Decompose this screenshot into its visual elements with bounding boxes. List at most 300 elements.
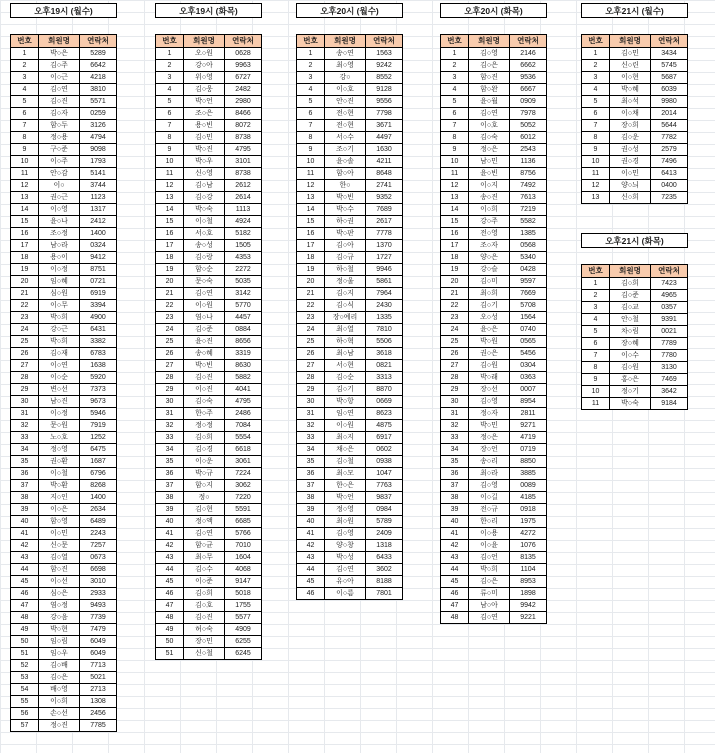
cell-contact[interactable]: 3010 xyxy=(80,576,117,588)
cell-contact[interactable]: 2579 xyxy=(651,144,688,156)
cell-member-name[interactable]: 이○주 xyxy=(39,156,80,168)
cell-number[interactable]: 35 xyxy=(11,456,39,468)
cell-member-name[interactable]: 박○판 xyxy=(325,228,366,240)
cell-number[interactable]: 23 xyxy=(156,312,184,324)
cell-member-name[interactable]: 박○언 xyxy=(184,96,225,108)
cell-contact[interactable]: 0304 xyxy=(510,360,547,372)
cell-contact[interactable]: 9837 xyxy=(366,492,403,504)
cell-number[interactable]: 31 xyxy=(297,408,325,420)
cell-member-name[interactable]: 서○수 xyxy=(325,132,366,144)
cell-member-name[interactable]: 김○경 xyxy=(184,444,225,456)
cell-number[interactable]: 3 xyxy=(441,72,469,84)
cell-contact[interactable]: 3313 xyxy=(366,372,403,384)
cell-member-name[interactable]: 이○근 xyxy=(39,72,80,84)
cell-contact[interactable]: 7964 xyxy=(366,288,403,300)
cell-contact[interactable]: 8072 xyxy=(225,120,262,132)
cell-contact[interactable]: 5182 xyxy=(225,228,262,240)
cell-number[interactable]: 36 xyxy=(441,468,469,480)
cell-contact[interactable]: 7801 xyxy=(366,588,403,600)
cell-number[interactable]: 25 xyxy=(11,336,39,348)
cell-number[interactable]: 2 xyxy=(582,60,610,72)
cell-member-name[interactable]: 김○재 xyxy=(39,348,80,360)
table-title[interactable]: 오후20시 (화목) xyxy=(440,3,547,18)
cell-contact[interactable]: 7782 xyxy=(651,132,688,144)
cell-member-name[interactable]: 김○랑 xyxy=(184,252,225,264)
cell-member-name[interactable]: 변○선 xyxy=(39,384,80,396)
cell-number[interactable]: 43 xyxy=(297,552,325,564)
cell-contact[interactable]: 4353 xyxy=(225,252,262,264)
cell-contact[interactable]: 1385 xyxy=(510,228,547,240)
cell-contact[interactable]: 1335 xyxy=(366,312,403,324)
table-title[interactable]: 오후21시 (화목) xyxy=(581,233,688,248)
cell-member-name[interactable]: 전○현 xyxy=(325,108,366,120)
cell-contact[interactable]: 8656 xyxy=(225,336,262,348)
cell-contact[interactable]: 3142 xyxy=(225,288,262,300)
cell-member-name[interactable]: 남○아 xyxy=(469,600,510,612)
cell-contact[interactable]: 4068 xyxy=(225,564,262,576)
cell-contact[interactable]: 4719 xyxy=(510,432,547,444)
cell-contact[interactable]: 5289 xyxy=(80,48,117,60)
cell-member-name[interactable]: 염○나 xyxy=(184,312,225,324)
cell-contact[interactable]: 1687 xyxy=(80,456,117,468)
cell-member-name[interactable]: 남○진 xyxy=(39,396,80,408)
cell-member-name[interactable]: 서○호 xyxy=(184,228,225,240)
cell-member-name[interactable]: 장○혜 xyxy=(610,338,651,350)
cell-member-name[interactable]: 박○항 xyxy=(325,396,366,408)
cell-number[interactable]: 11 xyxy=(582,398,610,410)
cell-contact[interactable]: 1563 xyxy=(366,48,403,60)
cell-contact[interactable]: 3394 xyxy=(80,300,117,312)
cell-contact[interactable]: 5554 xyxy=(225,432,262,444)
cell-contact[interactable]: 1505 xyxy=(225,240,262,252)
cell-member-name[interactable]: 염○정 xyxy=(39,600,80,612)
cell-member-name[interactable]: 정○용 xyxy=(39,132,80,144)
cell-member-name[interactable]: 안○철 xyxy=(610,314,651,326)
cell-number[interactable]: 48 xyxy=(156,612,184,624)
cell-number[interactable]: 46 xyxy=(441,588,469,600)
cell-member-name[interactable]: 김○순 xyxy=(325,372,366,384)
cell-contact[interactable]: 1793 xyxy=(80,156,117,168)
cell-member-name[interactable]: 김○연 xyxy=(39,84,80,96)
cell-number[interactable]: 37 xyxy=(297,480,325,492)
cell-contact[interactable]: 8953 xyxy=(510,576,547,588)
cell-contact[interactable]: 6662 xyxy=(510,60,547,72)
cell-contact[interactable]: 8630 xyxy=(225,360,262,372)
column-header-number[interactable]: 번호 xyxy=(156,35,184,48)
cell-number[interactable]: 13 xyxy=(11,192,39,204)
cell-contact[interactable]: 9352 xyxy=(366,192,403,204)
cell-contact[interactable]: 6039 xyxy=(651,84,688,96)
cell-contact[interactable]: 7084 xyxy=(225,420,262,432)
cell-number[interactable]: 46 xyxy=(297,588,325,600)
cell-number[interactable]: 24 xyxy=(441,324,469,336)
cell-contact[interactable]: 0602 xyxy=(366,444,403,456)
cell-number[interactable]: 7 xyxy=(297,120,325,132)
cell-member-name[interactable]: 이○지 xyxy=(469,180,510,192)
cell-member-name[interactable]: 김○기 xyxy=(469,300,510,312)
cell-contact[interactable]: 8648 xyxy=(366,168,403,180)
cell-contact[interactable]: 3319 xyxy=(225,348,262,360)
cell-member-name[interactable]: 박○희 xyxy=(469,564,510,576)
cell-contact[interactable]: 1076 xyxy=(510,540,547,552)
cell-number[interactable]: 6 xyxy=(156,108,184,120)
cell-member-name[interactable]: 임○우 xyxy=(39,648,80,660)
cell-member-name[interactable]: 이○영 xyxy=(39,204,80,216)
cell-number[interactable]: 36 xyxy=(297,468,325,480)
cell-member-name[interactable]: 윤○나 xyxy=(39,216,80,228)
cell-contact[interactable]: 7219 xyxy=(510,204,547,216)
cell-member-name[interactable]: 이○희 xyxy=(39,696,80,708)
cell-number[interactable]: 4 xyxy=(297,84,325,96)
cell-number[interactable]: 29 xyxy=(441,384,469,396)
cell-number[interactable]: 5 xyxy=(297,96,325,108)
cell-number[interactable]: 34 xyxy=(441,444,469,456)
cell-member-name[interactable]: 강○아 xyxy=(184,60,225,72)
cell-contact[interactable]: 2614 xyxy=(225,192,262,204)
cell-contact[interactable]: 7010 xyxy=(225,540,262,552)
cell-number[interactable]: 38 xyxy=(11,492,39,504)
cell-contact[interactable]: 1604 xyxy=(225,552,262,564)
cell-member-name[interactable]: 함○진 xyxy=(469,72,510,84)
cell-number[interactable]: 9 xyxy=(582,144,610,156)
cell-contact[interactable]: 1047 xyxy=(366,468,403,480)
cell-contact[interactable]: 5018 xyxy=(225,588,262,600)
cell-number[interactable]: 45 xyxy=(11,576,39,588)
cell-member-name[interactable]: 신○문 xyxy=(39,540,80,552)
cell-number[interactable]: 5 xyxy=(441,96,469,108)
cell-number[interactable]: 39 xyxy=(297,504,325,516)
cell-member-name[interactable]: 박○은 xyxy=(39,48,80,60)
column-header-contact[interactable]: 연락처 xyxy=(651,35,688,48)
cell-member-name[interactable]: 박○숙 xyxy=(184,204,225,216)
cell-contact[interactable]: 5745 xyxy=(651,60,688,72)
cell-number[interactable]: 1 xyxy=(297,48,325,60)
cell-number[interactable]: 30 xyxy=(11,396,39,408)
cell-contact[interactable]: 9242 xyxy=(366,60,403,72)
cell-contact[interactable]: 7220 xyxy=(225,492,262,504)
cell-contact[interactable]: 6255 xyxy=(225,636,262,648)
cell-contact[interactable]: 2617 xyxy=(366,216,403,228)
cell-contact[interactable]: 4875 xyxy=(366,420,403,432)
cell-member-name[interactable]: 최○무 xyxy=(184,552,225,564)
cell-contact[interactable]: 6919 xyxy=(80,288,117,300)
column-header-number[interactable]: 번호 xyxy=(582,35,610,48)
cell-member-name[interactable]: 정○정 xyxy=(184,420,225,432)
cell-contact[interactable]: 5021 xyxy=(80,672,117,684)
cell-contact[interactable]: 0324 xyxy=(80,240,117,252)
cell-contact[interactable]: 5789 xyxy=(366,516,403,528)
cell-member-name[interactable]: 강○음 xyxy=(39,612,80,624)
column-header-number[interactable]: 번호 xyxy=(11,35,39,48)
cell-member-name[interactable]: 박○숙 xyxy=(610,398,651,410)
cell-contact[interactable]: 8188 xyxy=(366,576,403,588)
cell-contact[interactable]: 6667 xyxy=(510,84,547,96)
cell-member-name[interactable]: 김○연 xyxy=(184,288,225,300)
cell-number[interactable]: 38 xyxy=(156,492,184,504)
cell-number[interactable]: 25 xyxy=(441,336,469,348)
cell-number[interactable]: 20 xyxy=(11,276,39,288)
cell-member-name[interactable]: 김○희 xyxy=(184,588,225,600)
cell-contact[interactable]: 6245 xyxy=(225,648,262,660)
cell-number[interactable]: 13 xyxy=(441,192,469,204)
cell-contact[interactable]: 2486 xyxy=(225,408,262,420)
cell-number[interactable]: 41 xyxy=(297,528,325,540)
cell-contact[interactable]: 0363 xyxy=(510,372,547,384)
cell-contact[interactable]: 7235 xyxy=(651,192,688,204)
cell-member-name[interactable]: 이○채 xyxy=(610,108,651,120)
cell-number[interactable]: 47 xyxy=(441,600,469,612)
cell-member-name[interactable]: 이○길 xyxy=(469,492,510,504)
cell-contact[interactable]: 3810 xyxy=(80,84,117,96)
cell-number[interactable]: 49 xyxy=(11,624,39,636)
cell-number[interactable]: 30 xyxy=(441,396,469,408)
column-header-member-name[interactable]: 회원명 xyxy=(469,35,510,48)
cell-contact[interactable]: 0721 xyxy=(80,276,117,288)
cell-contact[interactable]: 5591 xyxy=(225,504,262,516)
cell-contact[interactable]: 3126 xyxy=(80,120,117,132)
cell-member-name[interactable]: 정○영 xyxy=(325,504,366,516)
cell-number[interactable]: 11 xyxy=(441,168,469,180)
cell-contact[interactable]: 7373 xyxy=(80,384,117,396)
cell-contact[interactable]: 8135 xyxy=(510,552,547,564)
cell-member-name[interactable]: 이○연 xyxy=(39,360,80,372)
cell-contact[interactable]: 5687 xyxy=(651,72,688,84)
cell-member-name[interactable]: 정○진 xyxy=(39,720,80,732)
cell-member-name[interactable]: 김○연 xyxy=(469,612,510,624)
cell-contact[interactable]: 3062 xyxy=(225,480,262,492)
cell-contact[interactable]: 7713 xyxy=(80,660,117,672)
cell-member-name[interactable]: 김○은 xyxy=(469,576,510,588)
cell-number[interactable]: 46 xyxy=(156,588,184,600)
cell-member-name[interactable]: 오○성 xyxy=(469,312,510,324)
cell-contact[interactable]: 9946 xyxy=(366,264,403,276)
cell-contact[interactable]: 0918 xyxy=(510,504,547,516)
cell-number[interactable]: 32 xyxy=(297,420,325,432)
cell-member-name[interactable]: 김○수 xyxy=(184,564,225,576)
cell-contact[interactable]: 0021 xyxy=(651,326,688,338)
cell-number[interactable]: 22 xyxy=(11,300,39,312)
cell-member-name[interactable]: 김○철 xyxy=(325,456,366,468)
cell-number[interactable]: 8 xyxy=(582,132,610,144)
cell-member-name[interactable]: 권○경 xyxy=(610,156,651,168)
cell-number[interactable]: 7 xyxy=(156,120,184,132)
cell-contact[interactable]: 0357 xyxy=(651,302,688,314)
cell-number[interactable]: 40 xyxy=(297,516,325,528)
cell-number[interactable]: 10 xyxy=(582,156,610,168)
column-header-contact[interactable]: 연락처 xyxy=(651,265,688,278)
cell-number[interactable]: 26 xyxy=(441,348,469,360)
cell-number[interactable]: 15 xyxy=(297,216,325,228)
cell-member-name[interactable]: 김○교 xyxy=(610,302,651,314)
cell-number[interactable]: 20 xyxy=(156,276,184,288)
cell-member-name[interactable]: 김○웅 xyxy=(184,84,225,96)
cell-number[interactable]: 40 xyxy=(11,516,39,528)
cell-number[interactable]: 29 xyxy=(297,384,325,396)
cell-number[interactable]: 9 xyxy=(582,374,610,386)
cell-number[interactable]: 12 xyxy=(11,180,39,192)
cell-contact[interactable]: 1638 xyxy=(80,360,117,372)
cell-number[interactable]: 13 xyxy=(582,192,610,204)
cell-contact[interactable]: 0089 xyxy=(510,480,547,492)
cell-member-name[interactable]: 문○숙 xyxy=(184,276,225,288)
cell-number[interactable]: 5 xyxy=(11,96,39,108)
cell-contact[interactable]: 7469 xyxy=(651,374,688,386)
cell-contact[interactable]: 5861 xyxy=(366,276,403,288)
cell-number[interactable]: 8 xyxy=(582,362,610,374)
cell-member-name[interactable]: 최○영 xyxy=(325,60,366,72)
cell-contact[interactable]: 3101 xyxy=(225,156,262,168)
cell-member-name[interactable]: 이○선 xyxy=(39,576,80,588)
cell-number[interactable]: 15 xyxy=(441,216,469,228)
cell-number[interactable]: 39 xyxy=(11,504,39,516)
cell-member-name[interactable]: 하○혁 xyxy=(325,336,366,348)
cell-contact[interactable]: 0673 xyxy=(80,552,117,564)
cell-member-name[interactable]: 신○영 xyxy=(184,168,225,180)
cell-contact[interactable]: 3061 xyxy=(225,456,262,468)
cell-contact[interactable]: 2456 xyxy=(80,708,117,720)
cell-member-name[interactable]: 최○열 xyxy=(325,324,366,336)
cell-number[interactable]: 21 xyxy=(156,288,184,300)
cell-number[interactable]: 8 xyxy=(441,132,469,144)
cell-number[interactable]: 20 xyxy=(441,276,469,288)
cell-number[interactable]: 48 xyxy=(11,612,39,624)
cell-number[interactable]: 23 xyxy=(11,312,39,324)
cell-number[interactable]: 21 xyxy=(297,288,325,300)
cell-contact[interactable]: 3885 xyxy=(510,468,547,480)
cell-member-name[interactable]: 지○인 xyxy=(39,492,80,504)
cell-number[interactable]: 20 xyxy=(297,276,325,288)
cell-number[interactable]: 8 xyxy=(156,132,184,144)
cell-member-name[interactable]: 김○강 xyxy=(184,192,225,204)
cell-member-name[interactable]: 신○린 xyxy=(610,60,651,72)
cell-member-name[interactable]: 임○림 xyxy=(39,636,80,648)
cell-member-name[interactable]: 정○은 xyxy=(469,432,510,444)
cell-number[interactable]: 45 xyxy=(297,576,325,588)
cell-number[interactable]: 49 xyxy=(156,624,184,636)
cell-number[interactable]: 13 xyxy=(156,192,184,204)
cell-contact[interactable]: 1308 xyxy=(80,696,117,708)
cell-member-name[interactable]: 배○영 xyxy=(39,684,80,696)
cell-member-name[interactable]: 임○연 xyxy=(325,408,366,420)
cell-member-name[interactable]: 한○은 xyxy=(325,480,366,492)
cell-number[interactable]: 43 xyxy=(11,552,39,564)
cell-contact[interactable]: 0428 xyxy=(510,264,547,276)
cell-contact[interactable]: 4272 xyxy=(510,528,547,540)
cell-member-name[interactable]: 정○기 xyxy=(610,386,651,398)
cell-contact[interactable]: 7669 xyxy=(510,288,547,300)
cell-member-name[interactable]: 류○미 xyxy=(469,588,510,600)
cell-contact[interactable]: 5340 xyxy=(510,252,547,264)
cell-contact[interactable]: 0400 xyxy=(651,180,688,192)
cell-member-name[interactable]: 전○현 xyxy=(325,120,366,132)
cell-number[interactable]: 42 xyxy=(156,540,184,552)
cell-contact[interactable]: 8268 xyxy=(80,480,117,492)
cell-member-name[interactable]: 장○희 xyxy=(610,120,651,132)
cell-number[interactable]: 9 xyxy=(297,144,325,156)
cell-member-name[interactable]: 장○언 xyxy=(469,444,510,456)
cell-member-name[interactable]: 송○혜 xyxy=(184,348,225,360)
cell-number[interactable]: 18 xyxy=(11,252,39,264)
cell-contact[interactable]: 9673 xyxy=(80,396,117,408)
cell-contact[interactable]: 9963 xyxy=(225,60,262,72)
cell-member-name[interactable]: 권○성 xyxy=(610,144,651,156)
cell-contact[interactable]: 9184 xyxy=(651,398,688,410)
cell-number[interactable]: 26 xyxy=(11,348,39,360)
cell-number[interactable]: 16 xyxy=(156,228,184,240)
cell-contact[interactable]: 4965 xyxy=(651,290,688,302)
cell-contact[interactable]: 6917 xyxy=(366,432,403,444)
cell-contact[interactable]: 7778 xyxy=(366,228,403,240)
cell-number[interactable]: 27 xyxy=(156,360,184,372)
cell-contact[interactable]: 3671 xyxy=(366,120,403,132)
cell-contact[interactable]: 6618 xyxy=(225,444,262,456)
cell-number[interactable]: 1 xyxy=(582,48,610,60)
cell-member-name[interactable]: 양○늬 xyxy=(610,180,651,192)
cell-member-name[interactable]: 노○호 xyxy=(39,432,80,444)
cell-member-name[interactable]: 박○언 xyxy=(325,492,366,504)
cell-number[interactable]: 47 xyxy=(11,600,39,612)
cell-member-name[interactable]: 김○영 xyxy=(469,480,510,492)
cell-member-name[interactable]: 권○은 xyxy=(469,348,510,360)
cell-contact[interactable]: 8552 xyxy=(366,72,403,84)
cell-contact[interactable]: 4185 xyxy=(510,492,547,504)
cell-number[interactable]: 19 xyxy=(441,264,469,276)
cell-number[interactable]: 32 xyxy=(441,420,469,432)
cell-contact[interactable]: 3744 xyxy=(80,180,117,192)
cell-contact[interactable]: 7492 xyxy=(510,180,547,192)
cell-number[interactable]: 21 xyxy=(11,288,39,300)
cell-number[interactable]: 1 xyxy=(582,278,610,290)
cell-number[interactable]: 3 xyxy=(582,72,610,84)
cell-member-name[interactable]: 용○이 xyxy=(39,252,80,264)
cell-member-name[interactable]: 강○근 xyxy=(39,324,80,336)
cell-member-name[interactable]: 이○용 xyxy=(469,528,510,540)
cell-number[interactable]: 6 xyxy=(11,108,39,120)
cell-contact[interactable]: 4211 xyxy=(366,156,403,168)
cell-contact[interactable]: 3382 xyxy=(80,336,117,348)
cell-contact[interactable]: 0565 xyxy=(510,336,547,348)
cell-number[interactable]: 11 xyxy=(156,168,184,180)
cell-member-name[interactable]: 함○두 xyxy=(39,120,80,132)
cell-number[interactable]: 5 xyxy=(582,96,610,108)
cell-member-name[interactable]: 함○균 xyxy=(184,540,225,552)
cell-number[interactable]: 1 xyxy=(156,48,184,60)
cell-number[interactable]: 56 xyxy=(11,708,39,720)
cell-contact[interactable]: 5770 xyxy=(225,300,262,312)
cell-member-name[interactable]: 이○현 xyxy=(610,72,651,84)
column-header-contact[interactable]: 연락처 xyxy=(225,35,262,48)
cell-number[interactable]: 41 xyxy=(11,528,39,540)
cell-contact[interactable]: 0669 xyxy=(366,396,403,408)
cell-contact[interactable]: 9980 xyxy=(651,96,688,108)
cell-contact[interactable]: 0568 xyxy=(510,240,547,252)
cell-number[interactable]: 34 xyxy=(11,444,39,456)
cell-member-name[interactable]: 최○모 xyxy=(325,468,366,480)
cell-contact[interactable]: 4924 xyxy=(225,216,262,228)
cell-number[interactable]: 29 xyxy=(11,384,39,396)
cell-number[interactable]: 17 xyxy=(156,240,184,252)
cell-member-name[interactable]: 박○성 xyxy=(325,552,366,564)
cell-member-name[interactable]: 함○아 xyxy=(325,168,366,180)
cell-member-name[interactable]: 김○식 xyxy=(325,300,366,312)
cell-member-name[interactable]: 임○혜 xyxy=(39,276,80,288)
cell-number[interactable]: 35 xyxy=(297,456,325,468)
cell-contact[interactable]: 1755 xyxy=(225,600,262,612)
cell-member-name[interactable]: 박○래 xyxy=(469,372,510,384)
table-title[interactable]: 오후20시 (월수) xyxy=(296,3,403,18)
cell-number[interactable]: 14 xyxy=(297,204,325,216)
cell-member-name[interactable]: 김○은 xyxy=(469,60,510,72)
